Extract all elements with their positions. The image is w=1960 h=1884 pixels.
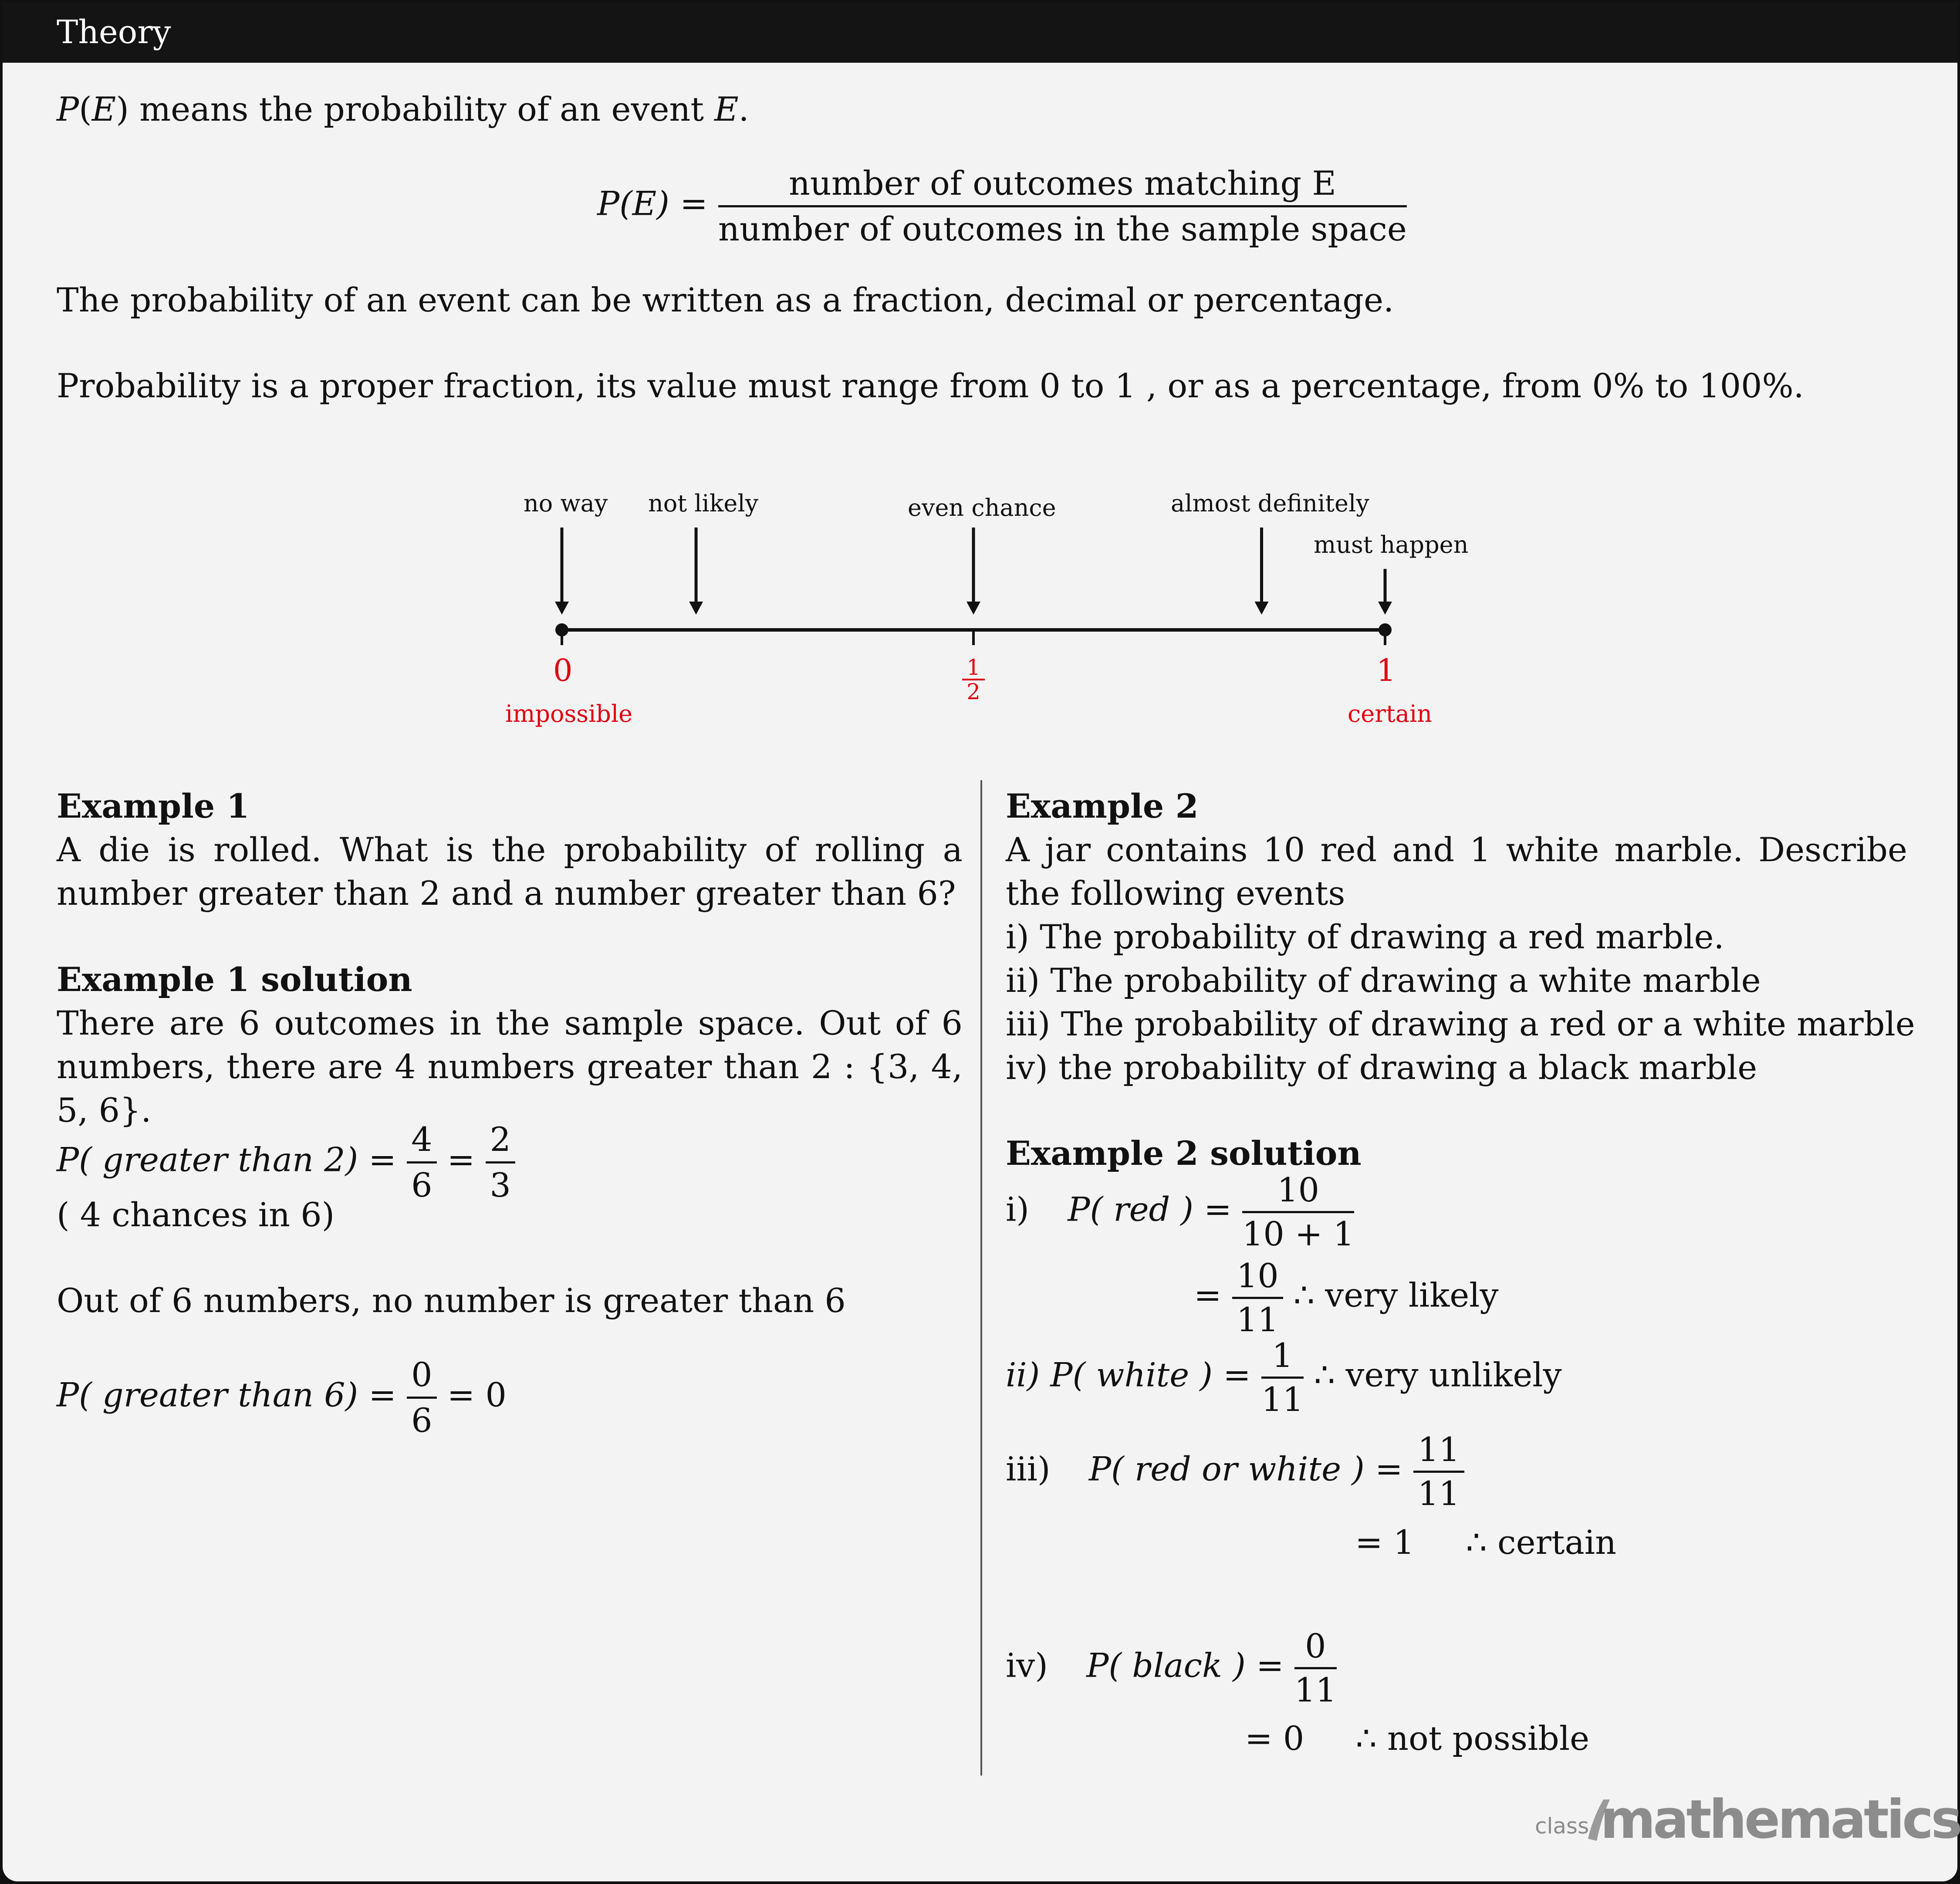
- fraction-decimal-line: The probability of an event can be written as a fraction, decimal or percentage.: [57, 281, 1394, 319]
- logo-brand: mathematics: [1600, 1789, 1960, 1850]
- eq1-fraction-2-den: 3: [490, 1166, 511, 1204]
- solution-iv-equals: = 0: [1245, 1719, 1304, 1758]
- solution-iv-num: 0: [1294, 1625, 1337, 1669]
- tick-half-numerator: 1: [962, 656, 985, 680]
- eq1-equals: =: [447, 1140, 475, 1179]
- eq2-fraction-num: 0: [407, 1353, 436, 1399]
- brand-logo-mark: [1527, 1782, 1960, 1856]
- definition-event: E: [91, 90, 116, 129]
- example2-title: Example 2: [1006, 787, 1199, 825]
- number-line-arrows: [555, 528, 1392, 615]
- eq1-lhs: P( greater than 2) =: [57, 1140, 396, 1179]
- definition-event-end: E: [714, 90, 739, 129]
- example1-chances: ( 4 chances in 6): [57, 1195, 335, 1234]
- eq1-fraction-1-num: 4: [407, 1118, 436, 1164]
- solution-iii-conclusion: ∴ certain: [1466, 1523, 1617, 1562]
- solution-ii-den: 11: [1261, 1380, 1304, 1419]
- solution-iii-equals: = 1: [1355, 1523, 1415, 1562]
- solution-iv-conclusion: ∴ not possible: [1355, 1719, 1590, 1758]
- definition-text: means the probability of an event: [128, 90, 715, 129]
- tick-half-denominator: 2: [966, 679, 980, 704]
- label-certain: certain: [1348, 700, 1432, 727]
- solution-i-equals: =: [1194, 1275, 1222, 1315]
- arrow-no-way-head: [555, 602, 569, 615]
- example2-item-2: ii) The probability of drawing a white marble: [1006, 961, 1761, 1000]
- example1-title: Example 1: [57, 787, 250, 825]
- brand-logo: [1527, 1782, 1960, 1856]
- example1-no-number: Out of 6 numbers, no number is greater than 6: [57, 1281, 846, 1320]
- solution-iii-lhs: P( red or white ) =: [1088, 1449, 1403, 1488]
- solution-i-num: 10: [1242, 1169, 1354, 1213]
- solution-iv-den: 11: [1294, 1671, 1337, 1709]
- solution-iv-line-2: [1245, 1717, 1589, 1760]
- solution-i-fraction: [1242, 1169, 1354, 1255]
- eq1-fraction-2-num: 2: [486, 1118, 515, 1164]
- solution-iii-label: iii): [1006, 1449, 1051, 1488]
- solution-ii-fraction: [1261, 1335, 1304, 1421]
- label-not-likely: not likely: [648, 490, 759, 517]
- arrow-not-likely-head: [689, 602, 703, 615]
- example2-solution-title: Example 2 solution: [1006, 1134, 1362, 1173]
- example2-item-1: i) The probability of drawing a red marble.: [1006, 917, 1724, 956]
- solution-iii-fraction: [1413, 1429, 1464, 1515]
- solution-i-conclusion: ∴ very likely: [1293, 1275, 1499, 1315]
- arrow-must-happen-head: [1378, 602, 1392, 615]
- solution-i-num-2: 10: [1232, 1255, 1283, 1299]
- formula-denominator: number of outcomes in the sample space: [718, 210, 1407, 248]
- arrow-even-chance-head: [966, 602, 980, 615]
- eq1-fraction-1-den: 6: [411, 1166, 433, 1204]
- column-divider: [980, 780, 982, 1776]
- tick-label-zero: 0: [553, 653, 573, 688]
- eq2-lhs: P( greater than 6) =: [57, 1375, 396, 1414]
- tick-label-half: [962, 656, 985, 703]
- solution-iv-lhs: P( black ) =: [1086, 1646, 1284, 1685]
- solution-iv-label: iv): [1006, 1646, 1048, 1685]
- solution-iii-line-2: [1355, 1521, 1616, 1564]
- label-even-chance: even chance: [908, 494, 1056, 521]
- solution-i-label: i): [1006, 1190, 1029, 1229]
- solution-ii-num: 1: [1261, 1335, 1304, 1379]
- solution-iii-den: 11: [1417, 1474, 1460, 1513]
- example2-item-3: iii) The probability of drawing a red or a white marble: [1006, 1005, 1915, 1043]
- example1-question: A die is rolled. What is the probability of rolling a number greater than 2 and a number greater than 6?: [57, 830, 963, 913]
- solution-i-lhs: P( red ) =: [1068, 1190, 1232, 1229]
- logo-prefix: class: [1535, 1813, 1589, 1839]
- header-title: Theory: [57, 14, 171, 51]
- label-almost-definitely: almost definitely: [1171, 490, 1369, 517]
- solution-iv-line-1: [1006, 1625, 1337, 1711]
- label-impossible: impossible: [505, 700, 633, 727]
- example1-solution-text: There are 6 outcomes in the sample space. Out of 6 numbers, there are 4 numbers greater than 2 : {3, 4, 5, 6}.: [57, 1004, 963, 1130]
- label-no-way: no way: [524, 490, 608, 517]
- eq2-fraction-den: 6: [411, 1401, 433, 1440]
- example1-solution-title: Example 1 solution: [57, 960, 412, 999]
- range-line: Probability is a proper fraction, its value must range from 0 to 1 , or as a percentage, from 0% to 100%.: [57, 366, 1804, 405]
- definition-symbol: P: [57, 90, 79, 129]
- solution-i-line-1: [1006, 1169, 1354, 1255]
- solution-iii-line-1: [1006, 1429, 1464, 1515]
- theory-card: [3, 3, 1960, 1881]
- solution-iv-fraction: [1294, 1625, 1337, 1711]
- eq2-rhs: = 0: [447, 1375, 507, 1414]
- example2-question: A jar contains 10 red and 1 white marble. Describe the following events: [1006, 830, 1907, 913]
- eq1-fraction-1: [407, 1118, 436, 1207]
- solution-i-den-2: 11: [1236, 1300, 1279, 1339]
- solution-iii-num: 11: [1413, 1429, 1464, 1473]
- definition-line: P(E) means the probability of an event E.: [57, 90, 749, 129]
- formula-numerator: number of outcomes matching E: [718, 162, 1407, 207]
- example2-item-4: iv) the probability of drawing a black marble: [1006, 1048, 1757, 1087]
- solution-ii-conclusion: ∴ very unlikely: [1314, 1355, 1562, 1394]
- arrow-almost-definitely-head: [1255, 602, 1269, 615]
- tick-label-one: 1: [1376, 653, 1396, 688]
- eq1-fraction-2: [486, 1118, 515, 1207]
- solution-ii: [1006, 1335, 1562, 1421]
- eq2-fraction: [407, 1353, 436, 1442]
- example1-equation-2: [57, 1353, 507, 1442]
- label-must-happen: must happen: [1314, 531, 1469, 558]
- solution-i-fraction-2: [1232, 1255, 1283, 1341]
- solution-ii-lhs: ii) P( white ) =: [1006, 1355, 1251, 1394]
- formula-lhs: P(E) =: [597, 184, 708, 223]
- solution-i-line-2: [1194, 1255, 1498, 1341]
- solution-i-den: 10 + 1: [1242, 1214, 1355, 1253]
